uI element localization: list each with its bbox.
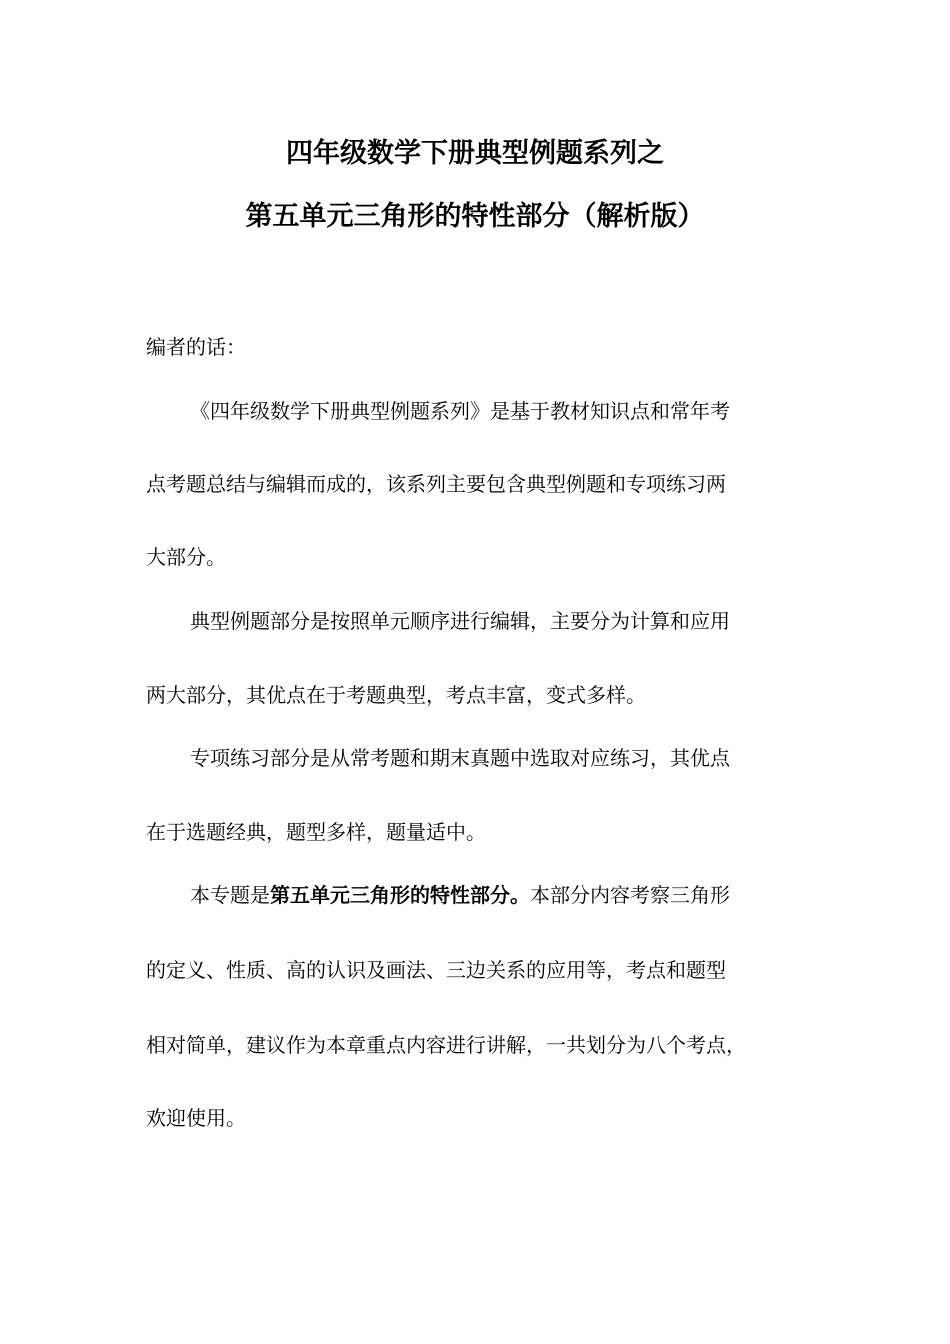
paragraph-1-line-2: 点考题总结与编辑而成的，该系列主要包含典型例题和专项练习两 xyxy=(146,472,726,496)
paragraph-4-line-4: 欢迎使用。 xyxy=(146,1106,246,1130)
paragraph-4-line-3: 相对简单，建议作为本章重点内容进行讲解，一共划分为八个考点， xyxy=(146,1033,746,1057)
paragraph-1-line-3: 大部分。 xyxy=(146,545,226,569)
paragraph-3-line-2: 在于选题经典，题型多样，题量适中。 xyxy=(146,820,486,844)
paragraph-4-suffix: 本部分内容考察三角形 xyxy=(530,883,730,907)
paragraph-1-line-1: 《四年级数学下册典型例题系列》是基于教材知识点和常年考 xyxy=(190,399,730,423)
editor-note-label: 编者的话： xyxy=(146,335,246,359)
paragraph-4-prefix: 本专题是 xyxy=(190,883,270,907)
document-title-line-1: 四年级数学下册典型例题系列之 xyxy=(286,138,664,169)
paragraph-3-line-1: 专项练习部分是从常考题和期末真题中选取对应练习，其优点 xyxy=(190,746,730,770)
paragraph-4-line-1 xyxy=(190,881,730,909)
paragraph-4-topic-bold: 第五单元三角形的特性部分。 xyxy=(270,883,530,907)
paragraph-4-line-2: 的定义、性质、高的认识及画法、三边关系的应用等，考点和题型 xyxy=(146,958,726,982)
paragraph-2-line-2: 两大部分，其优点在于考题典型，考点丰富，变式多样。 xyxy=(146,683,646,707)
paragraph-2-line-1: 典型例题部分是按照单元顺序进行编辑，主要分为计算和应用 xyxy=(190,609,730,633)
document-title-line-2: 第五单元三角形的特性部分（解析版） xyxy=(245,201,705,232)
